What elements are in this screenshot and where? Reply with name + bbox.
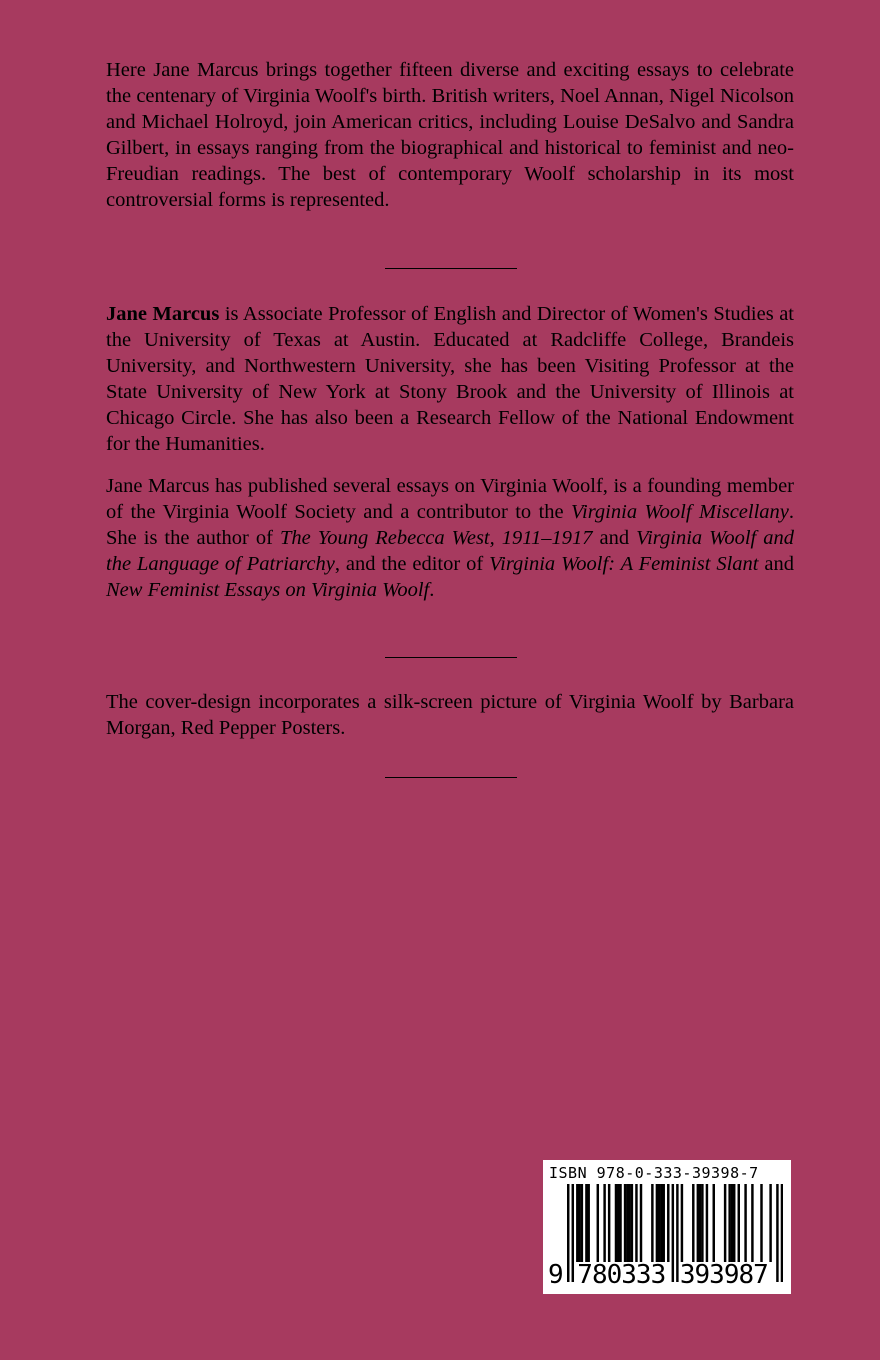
barcode-bar (576, 1184, 578, 1262)
barcode-bar (751, 1184, 753, 1262)
barcode-bar (581, 1184, 583, 1262)
book-title: The Young Rebecca West, 1911–1917 (279, 527, 593, 549)
barcode-bar (617, 1184, 619, 1262)
barcode-bar (660, 1184, 662, 1262)
barcode-bar (635, 1184, 637, 1262)
barcode-bar (628, 1184, 630, 1262)
author-bio-paragraph (106, 301, 794, 457)
barcode-bar (760, 1184, 762, 1262)
barcode-bar (640, 1184, 642, 1262)
publications-text: , and the editor of (334, 553, 490, 575)
barcode-bar (651, 1184, 653, 1262)
barcode-bar (662, 1184, 664, 1262)
book-title: Virginia Woolf: A Feminist Slant (489, 553, 759, 575)
barcode-bar (624, 1184, 626, 1262)
barcode-bar (769, 1184, 771, 1262)
barcode-bar (701, 1184, 703, 1262)
barcode-bar (585, 1184, 587, 1262)
barcode-bar (656, 1184, 658, 1262)
barcode-bar (603, 1184, 605, 1262)
publications-text: . She is the author of (106, 501, 795, 549)
barcode-bar (733, 1184, 735, 1262)
author-publications-paragraph (106, 473, 794, 603)
divider-rule (385, 657, 517, 658)
barcode-bar (587, 1184, 589, 1262)
barcode-bar (615, 1184, 617, 1262)
book-title: Virginia Woolf and the Language of Patriarchy (106, 527, 794, 575)
publications-text: Jane Marcus has published several essays on Virginia Woolf, is a founding member of the Virginia Woolf Society and a contributor to the (106, 475, 794, 523)
barcode-bar (744, 1184, 746, 1262)
publications-text: . (429, 579, 435, 601)
divider-rule (385, 268, 517, 269)
publications-text: and (592, 527, 637, 549)
author-name: Jane Marcus (106, 303, 220, 325)
barcode-bar (713, 1184, 715, 1262)
ean-digits: 9 780333 393987 (548, 1260, 768, 1290)
barcode-bar (728, 1184, 730, 1262)
barcode-guard-bar (781, 1184, 783, 1282)
barcode-bar (699, 1184, 701, 1262)
barcode-bar (731, 1184, 733, 1262)
publications-text: and (758, 553, 794, 575)
barcode-bar (626, 1184, 628, 1262)
description-paragraph: Here Jane Marcus brings together fifteen diverse and exciting essays to celebrate the centenary of Virginia Woolf's birth. British writers, Noel Annan, Nigel Nicolson and Michael Holroyd, join American critics, including Louise DeSalvo and Sandra Gilbert, in essays ranging from the biographical and historical to feminist and neo-Freudian readings. The best of contemporary Woolf scholarship in its most controversial forms is represented. (106, 59, 794, 211)
barcode-bar (724, 1184, 726, 1262)
barcode-bar (578, 1184, 580, 1262)
barcode-bar (738, 1184, 740, 1262)
barcode-bar (597, 1184, 599, 1262)
isbn-barcode (543, 1160, 791, 1294)
barcode-bar (608, 1184, 610, 1262)
barcode-bar (697, 1184, 699, 1262)
barcode-bar (681, 1184, 683, 1262)
barcode-bar (619, 1184, 621, 1262)
barcode-bar (631, 1184, 633, 1262)
author-bio-text: is Associate Professor of English and Director of Women's Studies at the University of Texas at Austin. Educated at Radcliffe College, Brandeis University, and Northwestern University, she has been Visiting Professor at the State University of New York at Stony Brook and the University of Illinois at Chicago Circle. She has also been a Research Fellow of the National Endowment for the Humanities. (106, 303, 794, 455)
book-title: Virginia Woolf Miscellany (571, 501, 789, 523)
barcode-bar (706, 1184, 708, 1262)
barcode-guard-bar (776, 1184, 778, 1282)
barcode-bar (692, 1184, 694, 1262)
isbn-label: ISBN 978-0-333-39398-7 (549, 1164, 759, 1182)
barcode-bar (667, 1184, 669, 1262)
book-title: New Feminist Essays on Virginia Woolf (106, 579, 430, 601)
barcode-bar (658, 1184, 660, 1262)
divider-rule (385, 777, 517, 778)
cover-credit-paragraph: The cover-design incorporates a silk-screen picture of Virginia Woolf by Barbara Morgan, Red Pepper Posters. (106, 691, 794, 739)
